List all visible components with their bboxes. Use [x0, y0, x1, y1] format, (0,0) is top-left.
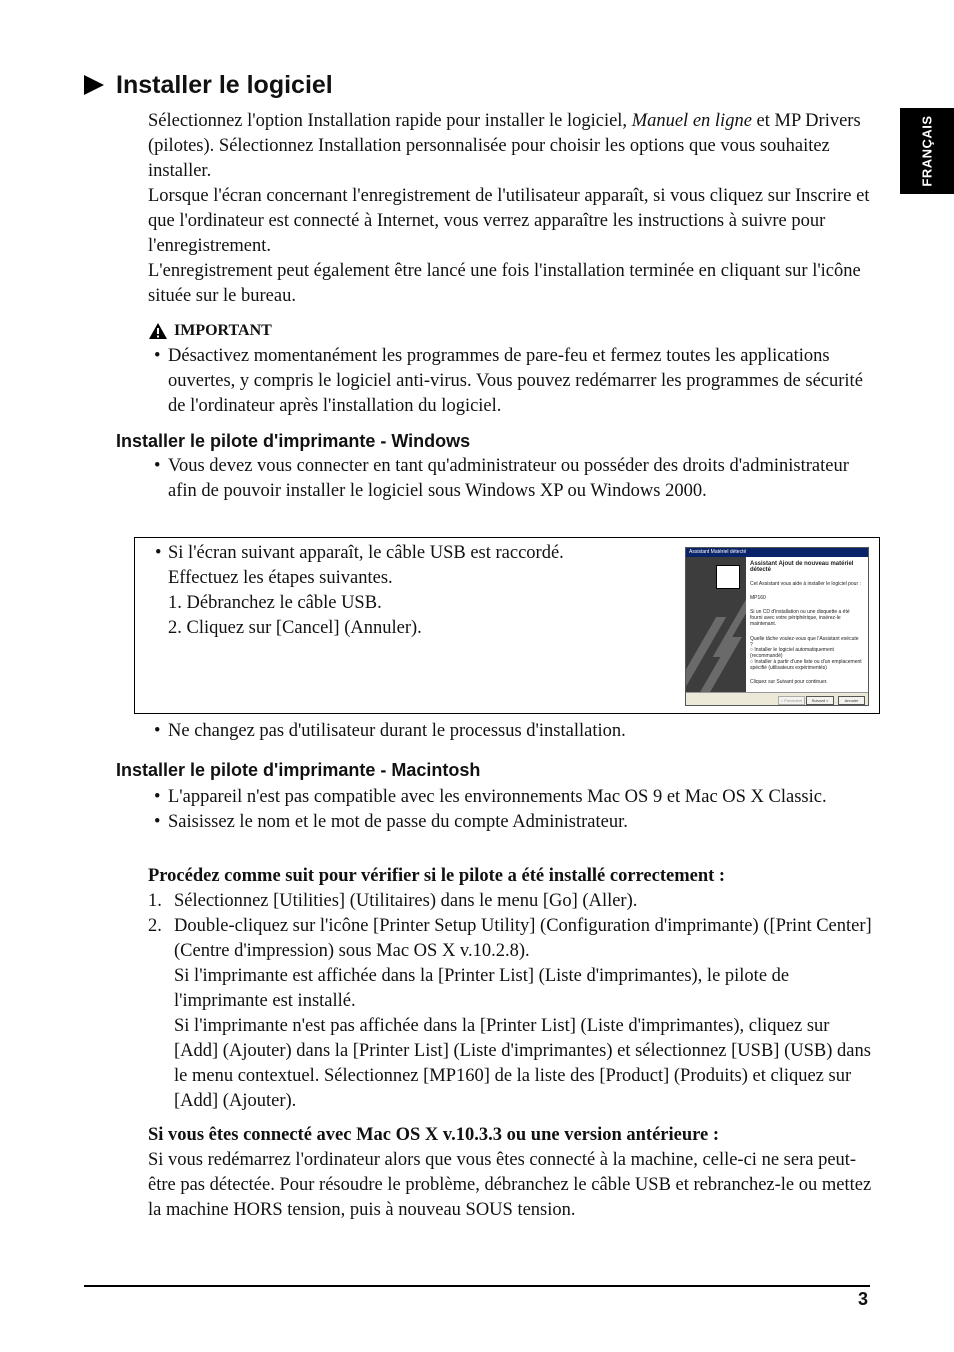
- intro-text: [148, 109, 873, 309]
- usb-steps-intro: Effectuez les étapes suivantes.: [168, 568, 393, 588]
- list-item: • Ne changez pas d'utilisateur durant le processus d'installation.: [154, 719, 869, 744]
- usb-step-2: 2. Cliquez sur [Cancel] (Annuler).: [168, 618, 422, 638]
- list-item: • Saisissez le nom et le mot de passe du compte Administrateur.: [154, 810, 869, 835]
- intro-text-1a: Sélectionnez l'option Installation rapide pour installer le logiciel,: [148, 111, 632, 131]
- wizard-option-manual-label: Installer à partir d'une liste ou d'un emplacement spécifié (utilisateurs expérimentés): [750, 659, 862, 671]
- wizard-option-auto-label: Installer le logiciel automatiquement (recommandé): [750, 647, 834, 659]
- usb-bullet-text: Si l'écran suivant apparaît, le câble USB est raccordé.: [168, 543, 564, 563]
- wizard-next-button[interactable]: Suivant >: [806, 696, 834, 705]
- verify-steps: [148, 889, 873, 1114]
- wizard-option-manual[interactable]: ○ Installer à partir d'une liste ou d'un emplacement spécifié (utilisateurs expérimentés): [750, 659, 862, 671]
- important-list: [154, 344, 869, 419]
- usb-notice-box: [134, 537, 880, 714]
- intro-paragraph-1: [148, 109, 873, 184]
- intro-paragraph-3: L'enregistrement peut également être lancé une fois l'installation terminée en cliquant sur l'icône située sur le bureau.: [148, 261, 861, 306]
- windows-list: [154, 454, 869, 504]
- wizard-content: [746, 557, 868, 692]
- step-number: 1.: [148, 891, 162, 911]
- step-text-not-installed: Si l'imprimante n'est pas affichée dans la [Printer List] (Liste d'imprimantes), cliquez sur [Add] (Ajouter) dans la [Printer List] (Liste d'imprimantes) et sélectionnez [USB] (USB) dans le menu contextuel. Sélectionnez [MP160] de la liste des [Product] (Produits) et cliquez sur [Add] (Ajouter).: [174, 1016, 871, 1111]
- list-item: • Vous devez vous connecter en tant qu'administrateur ou posséder des droits d'administrateur afin de pouvoir installer le logiciel sous Windows XP ou Windows 2000.: [154, 454, 869, 504]
- language-tab-label: FRANÇAIS: [919, 115, 935, 187]
- step-text: Sélectionnez [Utilities] (Utilitaires) dans le menu [Go] (Aller).: [174, 891, 638, 911]
- wizard-titlebar: Assistant Matériel détecté: [686, 548, 868, 557]
- windows-subheading: Installer le pilote d'imprimante - Windows: [116, 431, 471, 451]
- usb-bullet: • Si l'écran suivant apparaît, le câble USB est raccordé.: [155, 543, 564, 563]
- triangle-bullet-icon: [84, 75, 104, 95]
- hardware-icon: [716, 565, 740, 589]
- warning-icon: [148, 322, 168, 340]
- usb-step-1: 1. Débranchez le câble USB.: [168, 593, 382, 613]
- wizard-question: Quelle tâche voulez-vous que l'Assistant exécute ?: [750, 636, 859, 648]
- older-os-note: [148, 1123, 873, 1223]
- wizard-side-graphic: [686, 557, 746, 692]
- wizard-cancel-button[interactable]: Annuler: [838, 696, 865, 705]
- important-label: [148, 318, 272, 343]
- wizard-heading: Assistant Ajout de nouveau matériel détecté: [750, 561, 854, 573]
- older-os-text: Si vous redémarrez l'ordinateur alors que vous êtes connecté à la machine, celle-ci ne sera peut-être pas détectée. Pour résoudre le problème, débranchez le câble USB et rebranchez-le ou mettez la machine HORS tension, puis à nouveau SOUS tension.: [148, 1150, 872, 1220]
- mac-subheading: Installer le pilote d'imprimante - Macintosh: [116, 760, 481, 780]
- intro-italic-manual: Manuel en ligne: [631, 111, 752, 131]
- mac-list: [154, 785, 869, 835]
- windows-after-list: [154, 719, 869, 744]
- found-new-hardware-screenshot: [685, 547, 869, 706]
- wizard-continue-text: Cliquez sur Suivant pour continuer.: [750, 679, 828, 685]
- language-tab: [900, 108, 954, 194]
- list-item: [148, 914, 873, 1114]
- step-number: 2.: [148, 916, 162, 936]
- older-os-heading: Si vous êtes connecté avec Mac OS X v.10.3.3 ou une version antérieure :: [148, 1125, 720, 1145]
- page-number: 3: [857, 1289, 868, 1309]
- wizard-intro-text: Cet Assistant vous aide à installer le logiciel pour :: [750, 581, 861, 587]
- page-title: Installer le logiciel: [116, 70, 333, 99]
- step-text-installed: Si l'imprimante est affichée dans la [Printer List] (Liste d'imprimantes), le pilote de l'imprimante est installé.: [174, 966, 790, 1011]
- important-label-text: IMPORTANT: [174, 322, 272, 339]
- wizard-option-auto[interactable]: ○ Installer le logiciel automatiquement (recommandé): [750, 647, 834, 659]
- wizard-back-button[interactable]: < Précédent: [778, 696, 805, 705]
- intro-paragraph-2: Lorsque l'écran concernant l'enregistrement de l'utilisateur apparaît, si vous cliquez sur Inscrire et que l'ordinateur est connecté à Internet, vous verrez apparaître les instructions à suivre pour l'enregistrement.: [148, 186, 870, 256]
- wizard-button-bar: [686, 692, 868, 706]
- section-heading: [84, 68, 333, 102]
- list-item: [148, 889, 873, 914]
- verify-heading: Procédez comme suit pour vérifier si le pilote a été installé correctement :: [148, 866, 726, 886]
- usb-notice-text: [155, 541, 655, 641]
- list-item: • L'appareil n'est pas compatible avec les environnements Mac OS 9 et Mac OS X Classic.: [154, 785, 869, 810]
- footer-divider: [84, 1285, 870, 1287]
- step-text: Double-cliquez sur l'icône [Printer Setup Utility] (Configuration d'imprimante) ([Print Center] (Centre d'impression) sous Mac OS X v.10.2.8).: [174, 916, 872, 961]
- intro-text-1b: et MP Drivers (pilotes). Sélectionnez Installation personnalisée pour choisir les options que vous souhaitez installer.: [148, 111, 861, 181]
- wizard-cd-text: Si un CD d'installation ou une disquette a été fourni avec votre périphérique, insérez-le maintenant.: [750, 609, 850, 627]
- list-item: • Désactivez momentanément les programmes de pare-feu et fermez toutes les applications ouvertes, y compris le logiciel anti-virus. Vous pouvez redémarrer les programmes de sécurité de l'ordinateur après l'installation du logiciel.: [154, 344, 869, 419]
- wizard-device-name: MP160: [750, 595, 766, 601]
